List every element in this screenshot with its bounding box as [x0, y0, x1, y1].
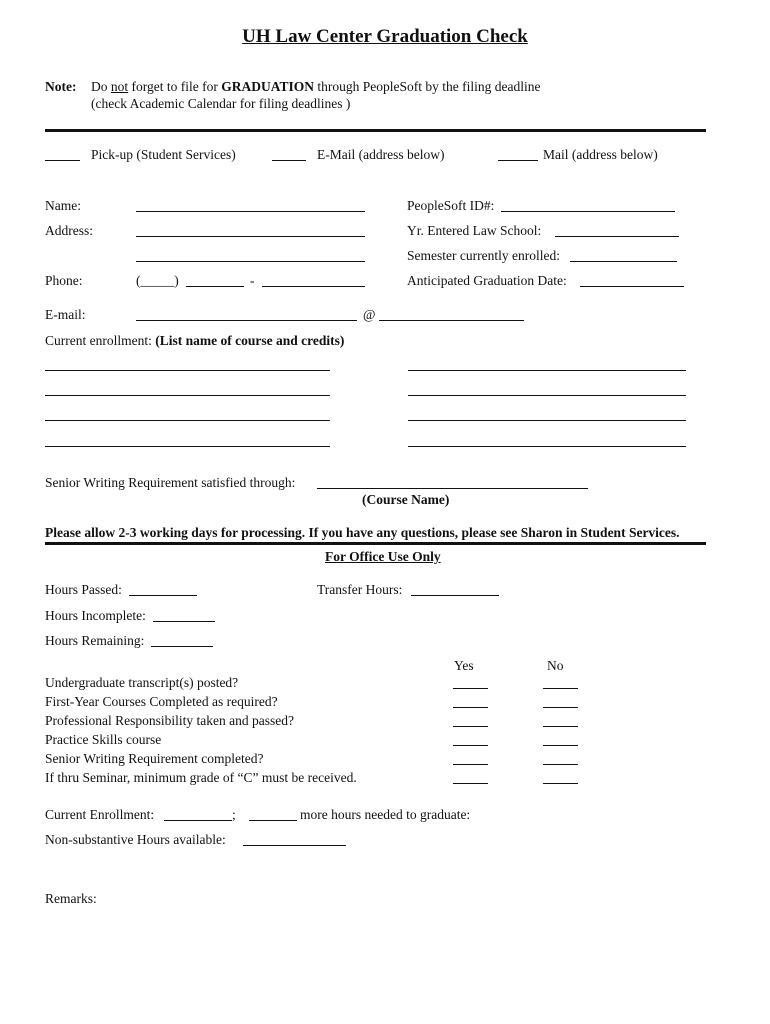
yes-blank[interactable] [453, 707, 488, 708]
remarks-label: Remarks: [45, 891, 97, 906]
hours-remaining-label: Hours Remaining: [45, 633, 145, 648]
course-line[interactable] [408, 370, 686, 371]
peoplesoft-id-field[interactable] [501, 211, 675, 212]
course-name-caption: (Course Name) [362, 492, 450, 507]
mail-option: Mail (address below) [543, 147, 658, 162]
no-blank[interactable] [543, 745, 578, 746]
yes-blank[interactable] [453, 764, 488, 765]
yes-blank[interactable] [453, 745, 488, 746]
no-blank[interactable] [543, 764, 578, 765]
no-blank[interactable] [543, 726, 578, 727]
nonsubstantive-hours-field[interactable] [243, 845, 346, 846]
pickup-blank[interactable] [45, 160, 80, 161]
course-line[interactable] [45, 370, 330, 371]
more-hours-label: more hours needed to graduate: [300, 807, 471, 822]
hours-incomplete-field[interactable] [153, 621, 215, 622]
transfer-hours-field[interactable] [411, 595, 499, 596]
email-at-sign: @ [363, 307, 376, 322]
current-enrollment-text: Current enrollment: [45, 333, 156, 348]
note-text-a: Do [91, 79, 111, 94]
yes-blank[interactable] [453, 783, 488, 784]
yr-entered-field[interactable] [555, 236, 679, 237]
checklist-item: Professional Responsibility taken and passed? [45, 713, 294, 728]
yes-blank[interactable] [453, 726, 488, 727]
office-current-enrollment-label: Current Enrollment: [45, 807, 155, 822]
note-text-graduation: GRADUATION [221, 79, 315, 94]
current-enrollment-label [45, 334, 344, 348]
note-text-c: through PeopleSoft by the filing deadline [314, 79, 541, 94]
name-label: Name: [45, 198, 81, 213]
phone-area-code[interactable]: (_____) [136, 273, 179, 288]
yr-entered-label: Yr. Entered Law School: [407, 223, 542, 238]
email-option-blank[interactable] [272, 160, 306, 161]
checklist-item: If thru Seminar, minimum grade of “C” must be received. [45, 770, 357, 785]
course-line[interactable] [45, 446, 330, 447]
semester-label: Semester currently enrolled: [407, 248, 560, 263]
nonsubstantive-hours-label: Non-substantive Hours available: [45, 832, 226, 847]
phone-dash: - [250, 273, 255, 288]
anticipated-graduation-field[interactable] [580, 286, 684, 287]
course-line[interactable] [45, 420, 330, 421]
note-text-not: not [110, 79, 129, 94]
more-hours-field[interactable] [249, 820, 297, 821]
hours-passed-field[interactable] [129, 595, 197, 596]
checklist-item: First-Year Courses Completed as required? [45, 694, 278, 709]
course-line[interactable] [45, 395, 330, 396]
current-enrollment-instruction: (List name of course and credits) [155, 333, 345, 348]
processing-notice: Please allow 2-3 working days for processing. If you have any questions, please see Sharon in Student Services. [45, 525, 680, 540]
semester-field[interactable] [570, 261, 677, 262]
hours-passed-label: Hours Passed: [45, 582, 122, 597]
note-line-1 [91, 80, 540, 94]
mail-option-blank[interactable] [498, 160, 538, 161]
yes-column-header: Yes [454, 658, 474, 673]
senior-writing-course-field[interactable] [317, 488, 588, 489]
phone-label: Phone: [45, 273, 83, 288]
form-title: UH Law Center Graduation Check [242, 26, 528, 47]
senior-writing-label: Senior Writing Requirement satisfied through: [45, 475, 296, 490]
email-option: E-Mail (address below) [317, 147, 445, 162]
semicolon: ; [232, 807, 236, 822]
checklist-item: Undergraduate transcript(s) posted? [45, 675, 239, 690]
course-line[interactable] [408, 420, 686, 421]
yes-blank[interactable] [453, 688, 488, 689]
no-blank[interactable] [543, 688, 578, 689]
phone-number-field[interactable] [262, 286, 365, 287]
pickup-option: Pick-up (Student Services) [91, 147, 236, 162]
address-field-2[interactable] [136, 261, 365, 262]
course-line[interactable] [408, 395, 686, 396]
hours-remaining-field[interactable] [151, 646, 213, 647]
checklist-item: Senior Writing Requirement completed? [45, 751, 264, 766]
name-field[interactable] [136, 211, 365, 212]
note-line-2: (check Academic Calendar for filing deadlines ) [91, 96, 351, 111]
no-blank[interactable] [543, 783, 578, 784]
transfer-hours-label: Transfer Hours: [317, 582, 403, 597]
no-blank[interactable] [543, 707, 578, 708]
office-current-enrollment-field[interactable] [164, 820, 232, 821]
email-domain-field[interactable] [379, 320, 524, 321]
note-label: Note: [45, 79, 77, 94]
address-field-1[interactable] [136, 236, 365, 237]
office-divider [45, 542, 706, 545]
address-label: Address: [45, 223, 93, 238]
office-use-heading: For Office Use Only [325, 549, 441, 564]
peoplesoft-id-label: PeopleSoft ID#: [407, 198, 495, 213]
email-label: E-mail: [45, 307, 86, 322]
anticipated-graduation-label: Anticipated Graduation Date: [407, 273, 567, 288]
no-column-header: No [547, 658, 564, 673]
header-divider [45, 129, 706, 132]
phone-prefix-field[interactable] [186, 286, 244, 287]
note-text-b: forget to file for [128, 79, 222, 94]
email-user-field[interactable] [136, 320, 357, 321]
course-line[interactable] [408, 446, 686, 447]
hours-incomplete-label: Hours Incomplete: [45, 608, 146, 623]
checklist-item: Practice Skills course [45, 732, 162, 747]
